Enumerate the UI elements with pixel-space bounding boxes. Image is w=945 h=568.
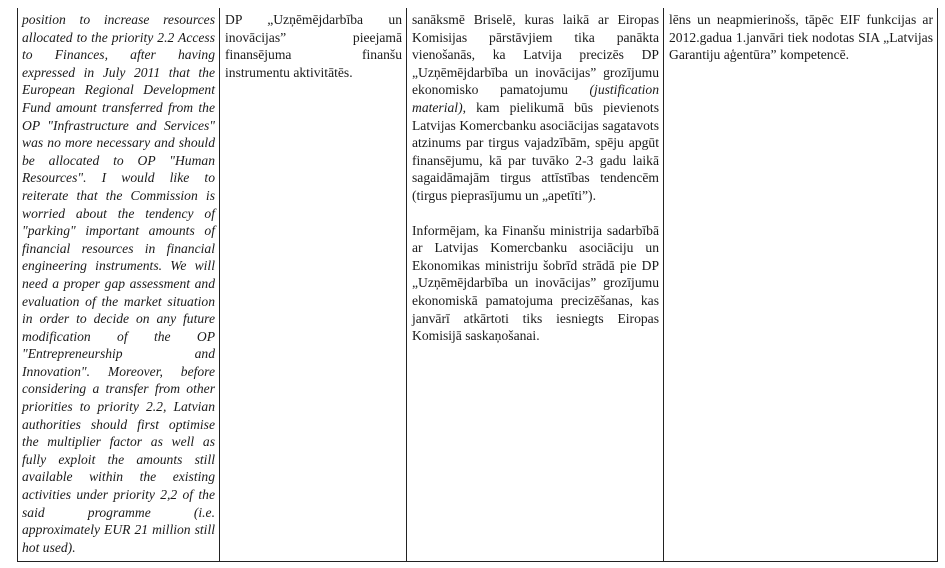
- response-paragraph-1-end: , kam pielikumā būs pievienots Latvijas Komercbanku asociācijas sagatavots atzinums par tirgus vajadzībām, spēju apgūt finansējumu, kā par tuvāko 2-3 gadu laikā sagaidāmajām tirgus attīstības tendencēm (tirgus pieprasījumu un „apetīti”).: [412, 99, 659, 203]
- table-cell-response: [408, 8, 664, 561]
- document-table: [17, 8, 938, 562]
- table-cell-commission-comment: [18, 8, 220, 561]
- response-paragraph-1: [412, 11, 659, 205]
- table-cell-topic: [221, 8, 407, 561]
- response-paragraph-1-start: sanāksmē Briselē, kuras laikā ar Eiropas Komisijas pārstāvjiem tika panākta vienošanās, ka Latvija precizēs DP „Uzņēmējdarbība un inovācijas” grozījumu ekonomisko pamatojumu: [412, 12, 659, 98]
- topic-text: DP „Uzņēmējdarbība un inovācijas” pieejamā finansējuma finanšu instrumentu aktivitātēs.: [225, 12, 402, 80]
- response-paragraph-2: Informējam, ka Finanšu ministrija sadarbībā ar Latvijas Komercbanku asociāciju un Ekonomikas ministriju šobrīd strādā pie DP „Uzņēmējdarbība un inovācijas” grozījumu ekonomiskā pamatojuma precizēšanas, kas janvārī atkārtoti tiks iesniegts Eiropas Komisijā saskaņošanai.: [412, 222, 659, 344]
- response-paragraph-1-italic: (justification material): [412, 82, 659, 115]
- commission-comment-text: position to increase resources allocated to the priority 2.2 Access to Finances, after having expressed in July 2011 that the European Regional Development Fund amount transferred from the OP "Infrastructure and Services" was no more necessary and should be allocated to OP "Human Resources". I would like to reiterate that the Commission is worried about the tendency of "parking" important amounts of financial resources in financial engineering instruments. We will need a proper gap assessment and evaluation of the market situation in order to decide on any future modification of the OP "Entrepreneurship and Innovation". Moreover, before considering a transfer from other priorities to priority 2.2, Latvian authorities should first optimise the multiplier factor as well as fully exploit the amounts still available within the existing activities under priority 2,2 of the said programme (i.e. approximately EUR 21 million still hot used).: [22, 12, 215, 555]
- status-text: lēns un neapmierinošs, tāpēc EIF funkcijas ar 2012.gadua 1.janvāri tiek nodotas SIA „Latvijas Garantiju aģentūra” kompetencē.: [669, 12, 933, 63]
- table-cell-status: [665, 8, 937, 561]
